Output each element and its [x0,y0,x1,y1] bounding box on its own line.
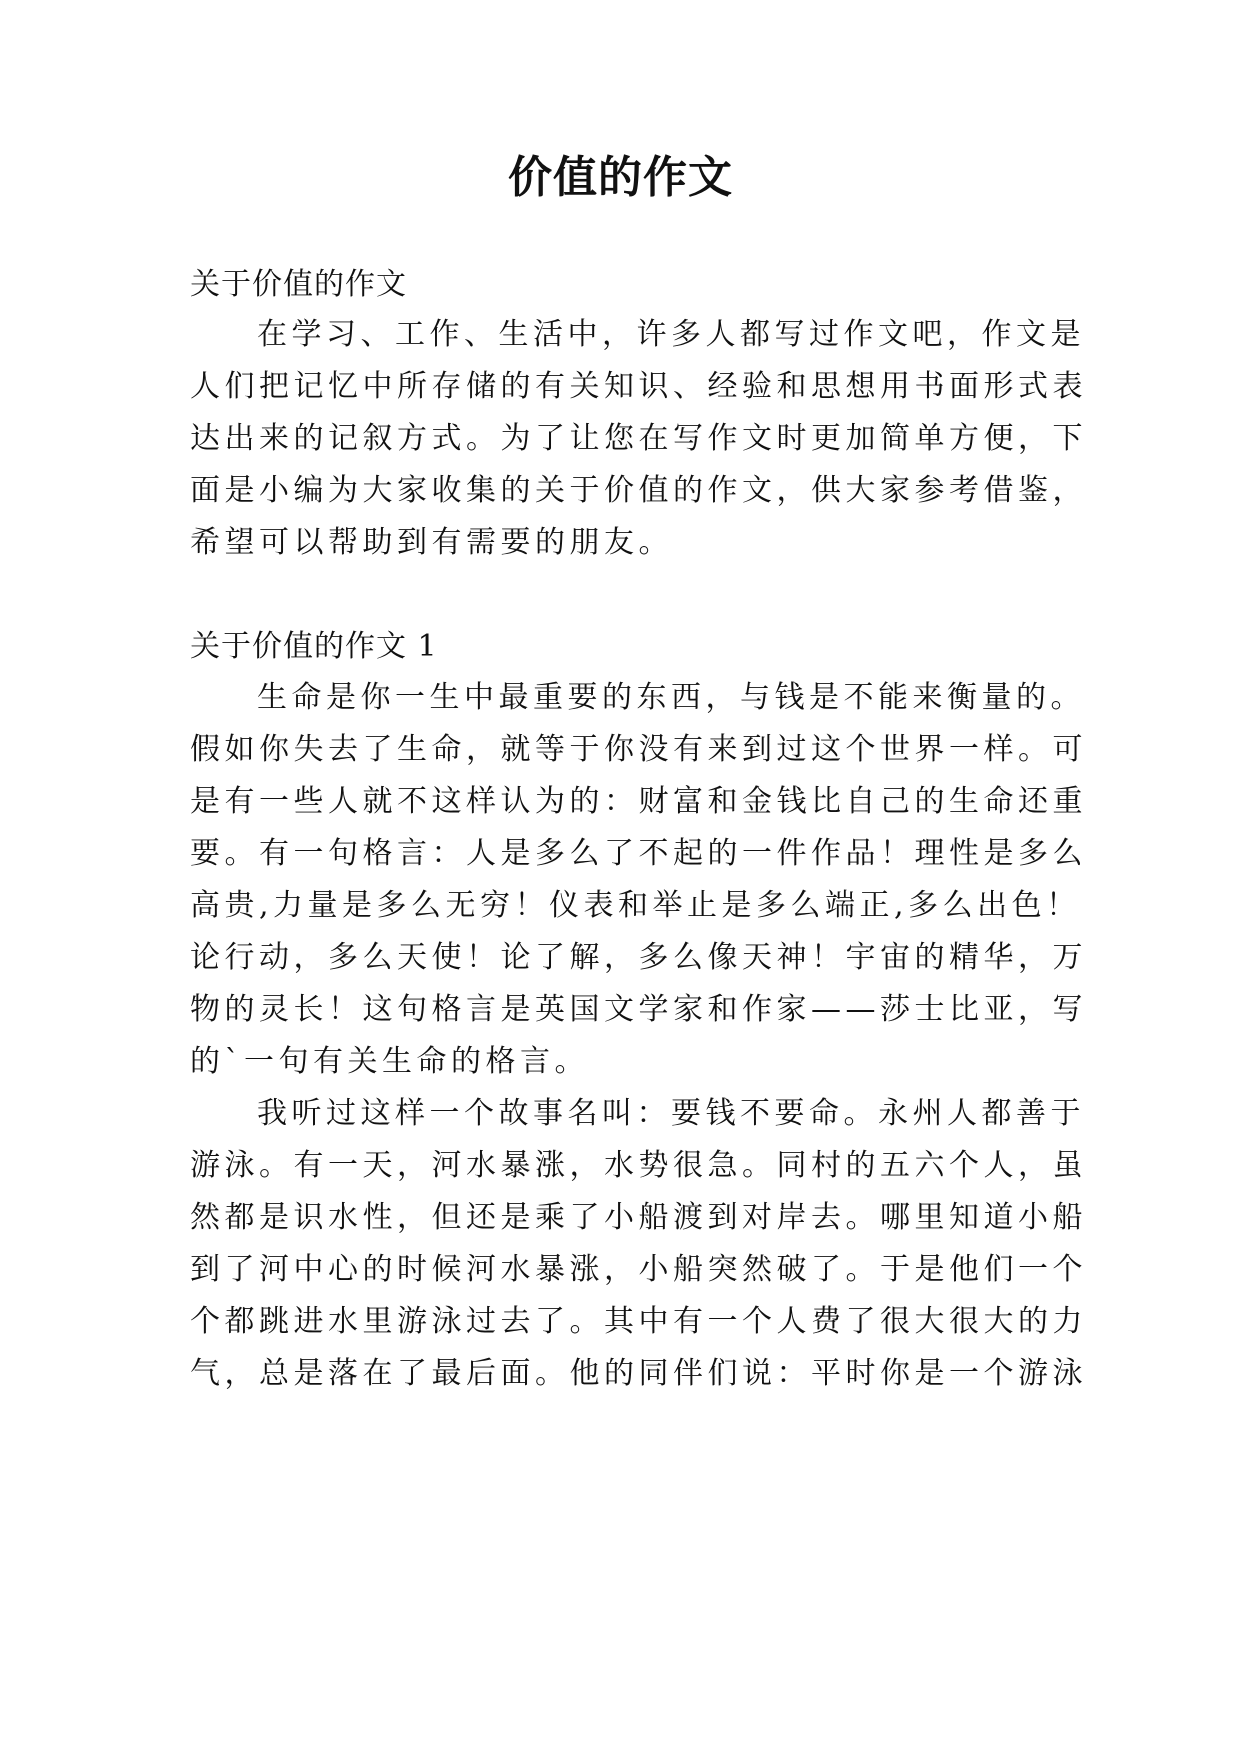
essay1-p2-line: 然都是识水性，但还是乘了小船渡到对岸去。哪里知道小船 [190,1200,1087,1235]
essay1-p1-line: 高贵,力量是多么无穷！仪表和举止是多么端正,多么出色！ [190,888,1081,923]
essay1-p1-line: 生命是你一生中最重要的东西，与钱是不能来衡量的。 [257,680,1085,715]
intro-line: 达出来的记叙方式。为了让您在写作文时更加简单方便，下 [190,421,1087,456]
essay1-p1-line: 要。有一句格言：人是多么了不起的一件作品！理性是多么 [190,836,1087,871]
essay1-p1-line: 物的灵长！这句格言是英国文学家和作家——莎士比亚，写 [190,992,1087,1027]
intro-line: 人们把记忆中所存储的有关知识、经验和思想用书面形式表 [190,369,1087,404]
essay1-p2-line: 个都跳进水里游泳过去了。其中有一个人费了很大很大的力 [190,1304,1087,1339]
intro-line: 希望可以帮助到有需要的朋友。 [190,525,673,560]
essay1-p1-line: 的`一句有关生命的格言。 [190,1044,589,1079]
intro-line: 面是小编为大家收集的关于价值的作文，供大家参考借鉴， [190,473,1087,508]
essay1-p1-line: 是有一些人就不这样认为的：财富和金钱比自己的生命还重 [190,784,1087,819]
essay1-p2-line: 游泳。有一天，河水暴涨，水势很急。同村的五六个人，虽 [190,1148,1087,1183]
essay1-p2-line: 到了河中心的时候河水暴涨，小船突然破了。于是他们一个 [190,1252,1087,1287]
intro-heading: 关于价值的作文 [190,267,407,302]
essay1-p1-line: 论行动，多么天使！论了解，多么像天神！宇宙的精华，万 [190,940,1087,975]
document-title: 价值的作文 [508,152,733,203]
essay1-p1-line: 假如你失去了生命，就等于你没有来到过这个世界一样。可 [190,732,1087,767]
essay1-heading: 关于价值的作文 1 [190,629,438,664]
essay1-p2-line: 我听过这样一个故事名叫：要钱不要命。永州人都善于 [257,1096,1085,1131]
essay1-p2-line: 气，总是落在了最后面。他的同伴们说：平时你是一个游泳 [190,1356,1087,1391]
intro-line: 在学习、工作、生活中，许多人都写过作文吧，作文是 [257,317,1085,352]
